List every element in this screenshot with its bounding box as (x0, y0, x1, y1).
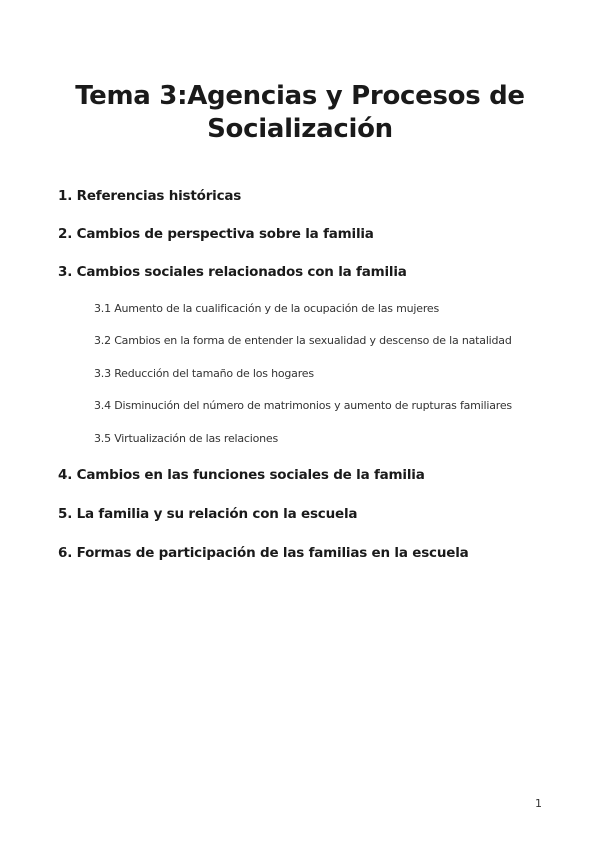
subsection-3-3: 3.3 Reducción del tamaño de los hogares (94, 367, 314, 380)
section-heading-4: 4. Cambios en las funciones sociales de la familia (58, 467, 425, 483)
subsection-3-1: 3.1 Aumento de la cualificación y de la ocupación de las mujeres (94, 302, 439, 315)
subsection-3-2: 3.2 Cambios en la forma de entender la sexualidad y descenso de la natalidad (94, 334, 512, 347)
section-heading-3: 3. Cambios sociales relacionados con la familia (58, 264, 407, 280)
section-heading-6: 6. Formas de participación de las familias en la escuela (58, 545, 469, 561)
page-title (0, 80, 600, 146)
section-heading-1: 1. Referencias históricas (58, 188, 242, 204)
page-title-line-1: Tema 3:Agencias y Procesos de (75, 81, 525, 111)
section-heading-2: 2. Cambios de perspectiva sobre la familia (58, 226, 374, 242)
page-title-line-2: Socialización (207, 114, 393, 144)
subsection-3-5: 3.5 Virtualización de las relaciones (94, 432, 279, 445)
section-heading-5: 5. La familia y su relación con la escuela (58, 506, 358, 522)
subsection-3-4: 3.4 Disminución del número de matrimonios y aumento de rupturas familiares (94, 399, 512, 412)
page-number: 1 (535, 797, 542, 810)
